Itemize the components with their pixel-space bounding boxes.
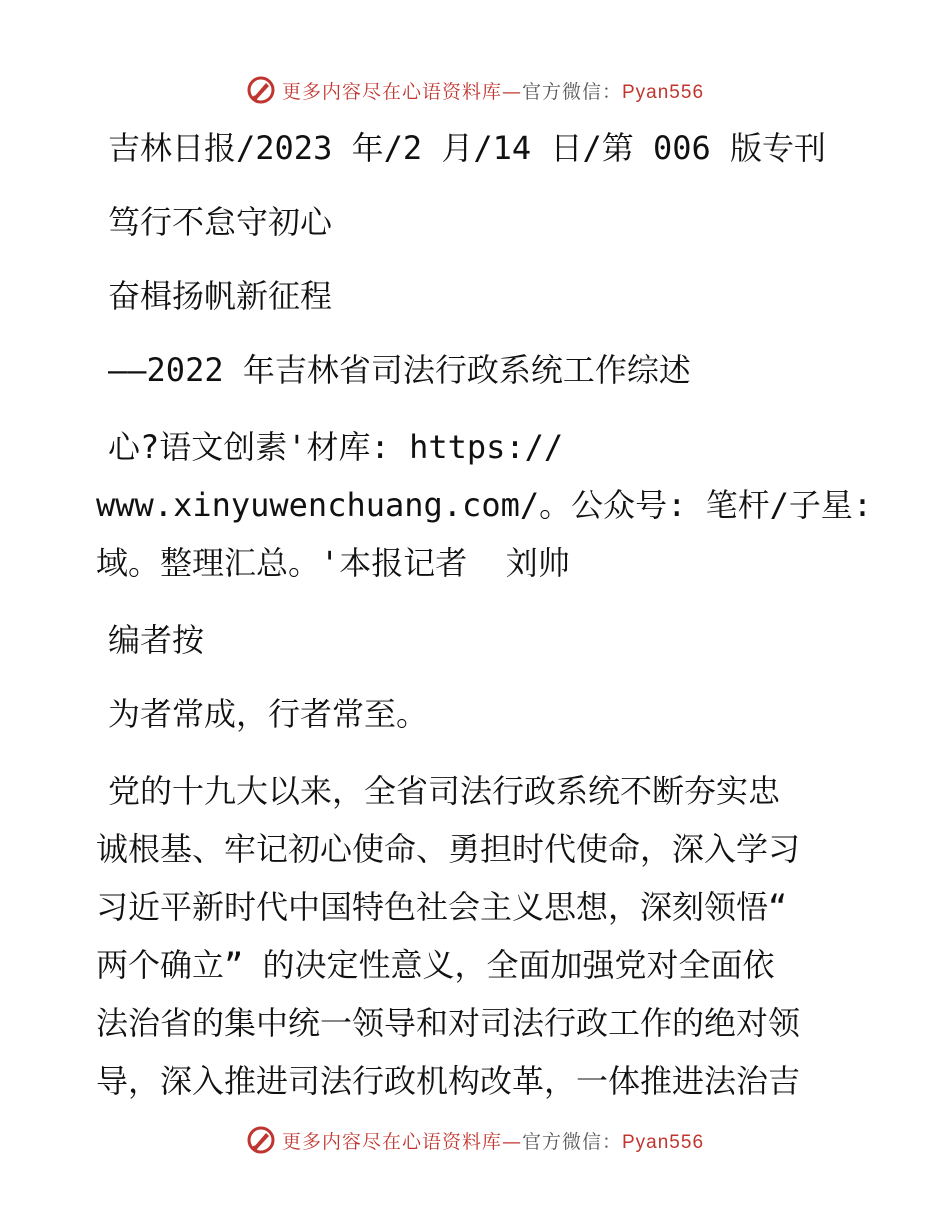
document-body [96, 122, 873, 1110]
brush-logo-icon [246, 1125, 276, 1155]
banner-text: 更多内容尽在心语资料库—官方微信：Pyan556 [281, 1130, 705, 1153]
paragraph-line: 导，深入推进司法行政机构改革，一体推进法治吉 [96, 1062, 801, 1100]
motto: 为者常成，行者常至。 [108, 695, 429, 733]
byline-line: 域。整理汇总。'本报记者 刘帅 [96, 544, 570, 582]
title-line-1: 笃行不怠守初心 [108, 203, 333, 241]
byline-line: www.xinyuwenchuang.com/。公众号: 笔杆/子星: [96, 486, 873, 524]
byline-line: 心?语文创素'材库: https:// [108, 428, 564, 466]
body-paragraph [96, 762, 856, 1110]
title-line-2: 奋楫扬帆新征程 [108, 277, 333, 315]
subtitle: ——2022 年吉林省司法行政系统工作综述 [108, 351, 691, 389]
paragraph-line: 习近平新时代中国特色社会主义思想，深刻领悟“ [96, 888, 788, 926]
paragraph-line: 党的十九大以来，全省司法行政系统不断夯实忠 [108, 772, 781, 810]
header-banner [0, 70, 950, 110]
paragraph-line: 法治省的集中统一领导和对司法行政工作的绝对领 [96, 1004, 801, 1042]
footer-banner [0, 1120, 950, 1160]
byline [96, 418, 873, 592]
paragraph-line: 诚根基、牢记初心使命、勇担时代使命，深入学习 [96, 830, 801, 868]
banner-text: 更多内容尽在心语资料库—官方微信：Pyan556 [281, 80, 705, 103]
brush-logo-icon [246, 75, 276, 105]
source-line: 吉林日报/2023 年/2 月/14 日/第 006 版专刊 [108, 129, 827, 167]
editor-note-label: 编者按 [108, 621, 205, 659]
paragraph-line: 两个确立” 的决定性意义，全面加强党对全面依 [96, 946, 775, 984]
